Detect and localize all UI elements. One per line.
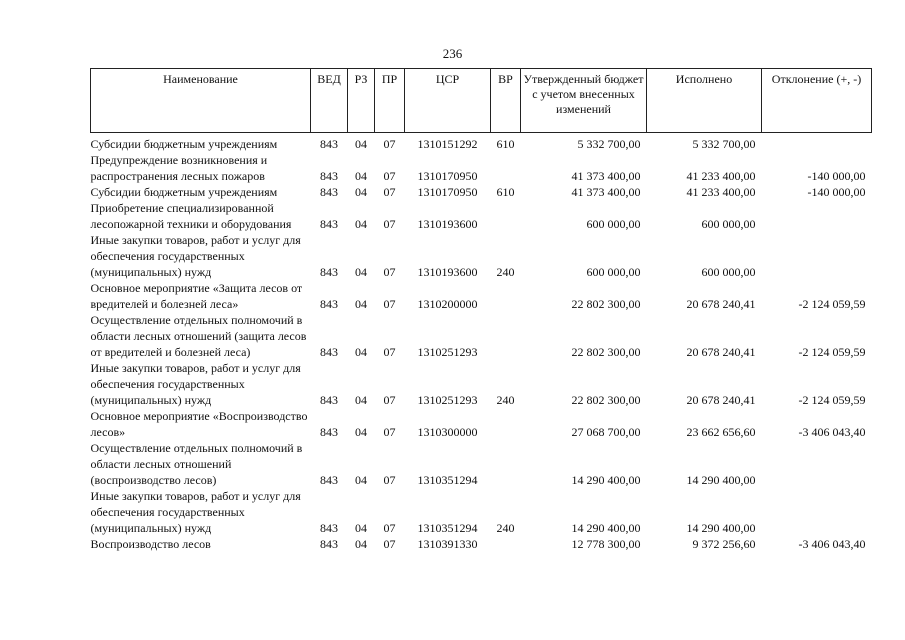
table-body	[91, 133, 872, 553]
cell-name: Предупреждение возникновения и распространения лесных пожаров	[90, 153, 268, 183]
cell-deviation: -2 124 059,59	[798, 297, 866, 311]
table-row	[91, 184, 872, 200]
budget-table	[90, 68, 872, 552]
table-row	[91, 488, 872, 536]
cell-name: Основное мероприятие «Воспроизводство лесов»	[90, 409, 308, 439]
cell-ved: 843	[320, 425, 338, 439]
cell-executed: 20 678 240,41	[686, 393, 756, 407]
cell-ved: 843	[320, 297, 338, 311]
cell-vr	[491, 440, 521, 488]
cell-vr	[491, 408, 521, 440]
cell-deviation: -140 000,00	[807, 185, 866, 199]
cell-executed: 20 678 240,41	[686, 297, 756, 311]
cell-executed: 600 000,00	[701, 265, 756, 279]
cell-pr: 07	[383, 537, 396, 551]
cell-vr: 610	[496, 185, 515, 199]
cell-executed: 9 372 256,60	[692, 537, 756, 551]
table-row	[91, 133, 872, 153]
cell-csr: 1310170950	[417, 169, 478, 183]
cell-pr: 07	[383, 137, 396, 151]
col-header-ved: ВЕД	[311, 69, 348, 133]
cell-csr: 1310300000	[417, 425, 478, 439]
cell-name: Воспроизводство лесов	[90, 537, 211, 551]
cell-csr: 1310251293	[417, 393, 478, 407]
table-header-row	[91, 69, 872, 133]
cell-rz: 04	[355, 185, 367, 199]
cell-rz: 04	[355, 169, 367, 183]
table-row	[91, 360, 872, 408]
cell-ved: 843	[320, 473, 338, 487]
cell-csr: 1310251293	[417, 345, 478, 359]
cell-rz: 04	[355, 217, 367, 231]
cell-approved: 22 802 300,00	[571, 345, 641, 359]
cell-deviation	[762, 232, 872, 280]
col-header-deviation: Отклонение (+, -)	[762, 69, 872, 133]
cell-rz: 04	[355, 137, 367, 151]
cell-ved: 843	[320, 393, 338, 407]
cell-approved: 27 068 700,00	[571, 425, 641, 439]
cell-approved: 600 000,00	[586, 217, 641, 231]
cell-deviation: -3 406 043,40	[798, 425, 866, 439]
cell-pr: 07	[383, 169, 396, 183]
cell-name: Иные закупки товаров, работ и услуг для обеспечения государственных (муниципальных) нужд	[90, 361, 301, 407]
cell-csr: 1310351294	[417, 473, 478, 487]
page-number: 236	[442, 46, 463, 61]
cell-rz: 04	[355, 393, 367, 407]
col-header-approved: Утвержденный бюджет с учетом внесенных изменений	[521, 69, 647, 133]
cell-vr	[491, 280, 521, 312]
cell-approved: 41 373 400,00	[571, 185, 641, 199]
cell-rz: 04	[355, 537, 367, 551]
cell-deviation	[762, 488, 872, 536]
cell-approved: 41 373 400,00	[571, 169, 641, 183]
cell-executed: 14 290 400,00	[686, 473, 756, 487]
cell-pr: 07	[383, 297, 396, 311]
cell-executed: 41 233 400,00	[686, 185, 756, 199]
table-row	[91, 280, 872, 312]
cell-ved: 843	[320, 265, 338, 279]
cell-ved: 843	[320, 217, 338, 231]
cell-executed: 5 332 700,00	[692, 137, 756, 151]
col-header-csr: ЦСР	[405, 69, 491, 133]
cell-executed: 600 000,00	[701, 217, 756, 231]
cell-csr: 1310200000	[417, 297, 478, 311]
cell-csr: 1310391330	[417, 537, 478, 551]
cell-csr: 1310151292	[417, 137, 478, 151]
cell-pr: 07	[383, 345, 396, 359]
cell-ved: 843	[320, 345, 338, 359]
cell-approved: 14 290 400,00	[571, 521, 641, 535]
cell-pr: 07	[383, 265, 396, 279]
cell-vr: 610	[496, 137, 515, 151]
cell-vr	[491, 200, 521, 232]
cell-executed: 14 290 400,00	[686, 521, 756, 535]
cell-rz: 04	[355, 425, 367, 439]
cell-pr: 07	[383, 185, 396, 199]
table-row	[91, 200, 872, 232]
cell-deviation: -2 124 059,59	[798, 345, 866, 359]
col-header-name: Наименование	[91, 69, 311, 133]
cell-vr	[491, 152, 521, 184]
cell-deviation	[762, 133, 872, 153]
table-row	[91, 152, 872, 184]
col-header-vr: ВР	[491, 69, 521, 133]
cell-approved: 12 778 300,00	[571, 537, 641, 551]
cell-rz: 04	[355, 473, 367, 487]
cell-ved: 843	[320, 537, 338, 551]
cell-executed: 20 678 240,41	[686, 345, 756, 359]
cell-csr: 1310351294	[417, 521, 478, 535]
cell-rz: 04	[355, 265, 367, 279]
cell-vr	[491, 312, 521, 360]
cell-name: Субсидии бюджетным учреждениям	[90, 185, 278, 199]
cell-vr: 240	[496, 393, 515, 407]
table-row	[91, 536, 872, 552]
cell-vr: 240	[496, 521, 515, 535]
cell-rz: 04	[355, 345, 367, 359]
cell-ved: 843	[320, 169, 338, 183]
cell-ved: 843	[320, 137, 338, 151]
cell-deviation: -2 124 059,59	[798, 393, 866, 407]
cell-vr	[491, 536, 521, 552]
cell-approved: 22 802 300,00	[571, 297, 641, 311]
cell-ved: 843	[320, 521, 338, 535]
cell-deviation: -3 406 043,40	[798, 537, 866, 551]
cell-approved: 5 332 700,00	[577, 137, 641, 151]
cell-name: Субсидии бюджетным учреждениям	[90, 137, 278, 151]
cell-name: Приобретение специализированной лесопожарной техники и оборудования	[90, 201, 292, 231]
cell-approved: 600 000,00	[586, 265, 641, 279]
col-header-pr: ПР	[375, 69, 405, 133]
cell-pr: 07	[383, 217, 396, 231]
cell-deviation: -140 000,00	[807, 169, 866, 183]
cell-name: Основное мероприятие «Защита лесов от вредителей и болезней леса»	[90, 281, 303, 311]
cell-ved: 843	[320, 185, 338, 199]
table-row	[91, 312, 872, 360]
cell-csr: 1310193600	[417, 265, 478, 279]
cell-executed: 23 662 656,60	[686, 425, 756, 439]
cell-csr: 1310193600	[417, 217, 478, 231]
cell-csr: 1310170950	[417, 185, 478, 199]
cell-pr: 07	[383, 521, 396, 535]
cell-name: Иные закупки товаров, работ и услуг для обеспечения государственных (муниципальных) нужд	[90, 489, 301, 535]
cell-pr: 07	[383, 473, 396, 487]
col-header-rz: РЗ	[348, 69, 375, 133]
table-row	[91, 408, 872, 440]
cell-name: Осуществление отдельных полномочий в области лесных отношений (воспроизводство лесов)	[90, 441, 303, 487]
cell-approved: 22 802 300,00	[571, 393, 641, 407]
cell-rz: 04	[355, 297, 367, 311]
cell-pr: 07	[383, 393, 396, 407]
col-header-executed: Исполнено	[647, 69, 762, 133]
table-row	[91, 440, 872, 488]
table-row	[91, 232, 872, 280]
cell-vr: 240	[496, 265, 515, 279]
cell-deviation	[762, 440, 872, 488]
cell-executed: 41 233 400,00	[686, 169, 756, 183]
cell-rz: 04	[355, 521, 367, 535]
cell-deviation	[762, 200, 872, 232]
cell-name: Осуществление отдельных полномочий в области лесных отношений (защита лесов от вредителей и болезней леса)	[90, 313, 307, 359]
cell-name: Иные закупки товаров, работ и услуг для обеспечения государственных (муниципальных) нужд	[90, 233, 301, 279]
cell-pr: 07	[383, 425, 396, 439]
cell-approved: 14 290 400,00	[571, 473, 641, 487]
